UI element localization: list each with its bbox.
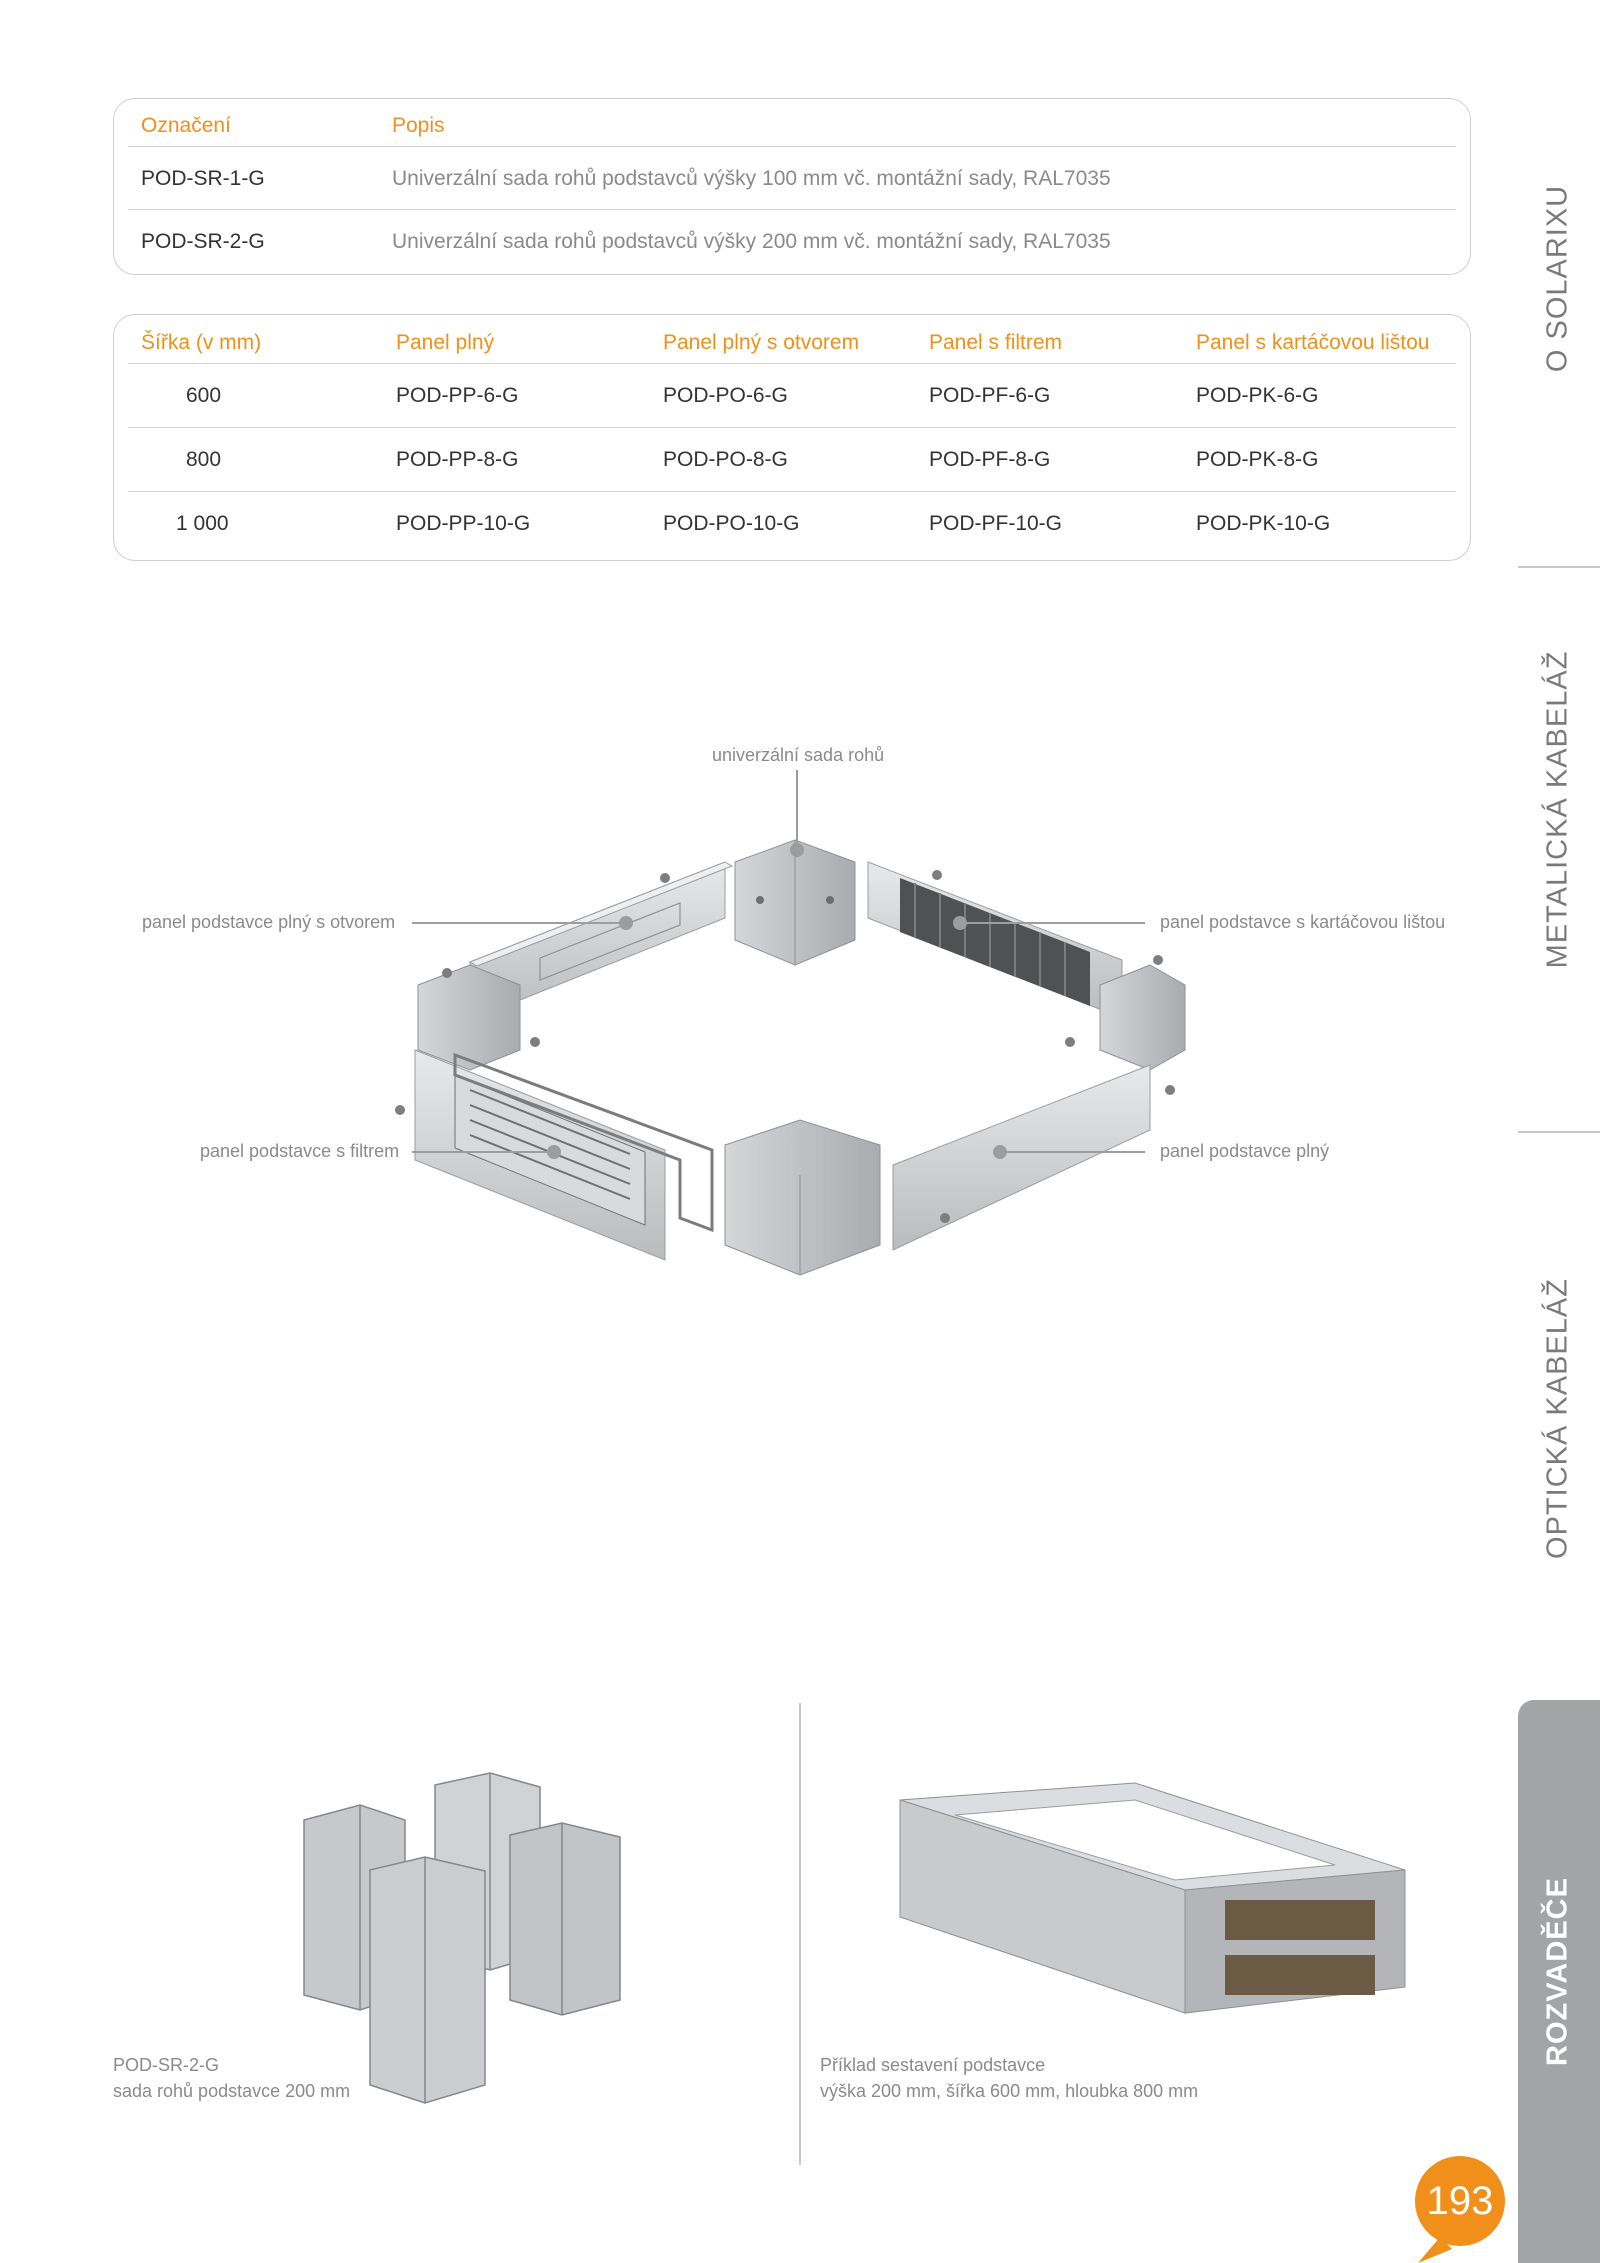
col-header-description: Popis <box>392 114 445 137</box>
col-header-designation: Označení <box>141 114 231 137</box>
caption-assembly-title: Příklad sestavení podstavce <box>820 2055 1046 2075</box>
width-1000: 1 000 <box>176 512 229 535</box>
table-cell: POD-PK-8-G <box>1196 448 1319 471</box>
table-cell: POD-PK-6-G <box>1196 384 1319 407</box>
callout-filter-panel: panel podstavce s filtrem <box>200 1141 400 1161</box>
corner-piece-back <box>735 840 855 965</box>
assembled-plinth-image <box>895 1775 1410 2030</box>
callout-universal-corner-set: univerzální sada rohů <box>712 745 885 765</box>
table-cell: POD-PF-8-G <box>929 448 1051 471</box>
corner-piece-right <box>1100 965 1185 1070</box>
caption-corner-set <box>113 2052 350 2104</box>
page-number: 193 <box>1426 2179 1494 2223</box>
panel-with-filter <box>415 1050 712 1260</box>
row1-description: Univerzální sada rohů podstavců výšky 100 mm vč. montážní sady, RAL7035 <box>392 167 1111 190</box>
designation-table <box>113 98 1471 275</box>
col-header-filter-panel: Panel s filtrem <box>929 331 1063 354</box>
callout-solid-panel-with-opening: panel podstavce plný s otvorem <box>142 912 396 932</box>
exploded-plinth-diagram <box>0 720 1500 1290</box>
caption-corner-set-code: POD-SR-2-G <box>113 2055 220 2075</box>
caption-corner-set-text: sada rohů podstavce 200 mm <box>113 2081 351 2101</box>
table-cell: POD-PO-6-G <box>663 384 788 407</box>
sidebar-tab-racks[interactable] <box>1518 1700 1600 2263</box>
divider <box>128 427 1456 428</box>
corner-piece-front <box>725 1120 880 1275</box>
callout-brush-panel: panel podstavce s kartáčovou lištou <box>1160 912 1446 932</box>
panel-with-brush-strip <box>868 862 1122 1018</box>
callout-solid-panel: panel podstavce plný <box>1160 1141 1330 1161</box>
sidebar-label-optical-cabling: OPTICKÁ KABELÁŽ <box>1541 1278 1574 1559</box>
row2-description: Univerzální sada rohů podstavců výšky 200 mm vč. montážní sady, RAL7035 <box>392 230 1111 253</box>
panel-solid <box>893 1065 1150 1250</box>
table-cell: POD-PP-8-G <box>396 448 519 471</box>
sidebar-label-solarix: O SOLARIXU <box>1541 184 1574 373</box>
caption-assembly-example <box>820 2052 1198 2104</box>
table-cell: POD-PP-10-G <box>396 512 531 535</box>
table-cell: POD-PF-10-G <box>929 512 1063 535</box>
caption-assembly-dims: výška 200 mm, šířka 600 mm, hloubka 800 mm <box>820 2081 1199 2101</box>
col-header-solid-panel: Panel plný <box>396 331 495 354</box>
table-cell: POD-PP-6-G <box>396 384 519 407</box>
sidebar-label-racks: ROZVADĚČE <box>1541 1877 1574 2066</box>
width-600: 600 <box>186 384 222 407</box>
table-cell: POD-PO-10-G <box>663 512 800 535</box>
row2-code: POD-SR-2-G <box>141 230 265 253</box>
sidebar-label-metallic-cabling: METALICKÁ KABELÁŽ <box>1541 650 1574 969</box>
col-header-brush-panel: Panel s kartáčovou lištou <box>1196 331 1430 354</box>
vertical-divider <box>799 1703 801 2165</box>
divider <box>128 146 1456 147</box>
table-cell: POD-PK-10-G <box>1196 512 1331 535</box>
sidebar-tab-metallic-cabling[interactable] <box>1518 568 1600 1131</box>
sidebar-tab-solarix[interactable] <box>1518 0 1600 566</box>
panel-solid-with-opening <box>0 720 732 1020</box>
table-cell: POD-PO-8-G <box>663 448 788 471</box>
corner-piece-left <box>418 965 520 1070</box>
sidebar-tab-optical-cabling[interactable] <box>1518 1133 1600 1693</box>
col-header-solid-panel-opening: Panel plný s otvorem <box>663 331 860 354</box>
divider <box>128 363 1456 364</box>
row1-code: POD-SR-1-G <box>141 167 265 190</box>
table-cell: POD-PF-6-G <box>929 384 1051 407</box>
col-header-width: Šířka (v mm) <box>141 331 262 354</box>
width-800: 800 <box>186 448 222 471</box>
panel-table <box>113 314 1471 561</box>
divider <box>128 491 1456 492</box>
divider <box>128 209 1456 210</box>
